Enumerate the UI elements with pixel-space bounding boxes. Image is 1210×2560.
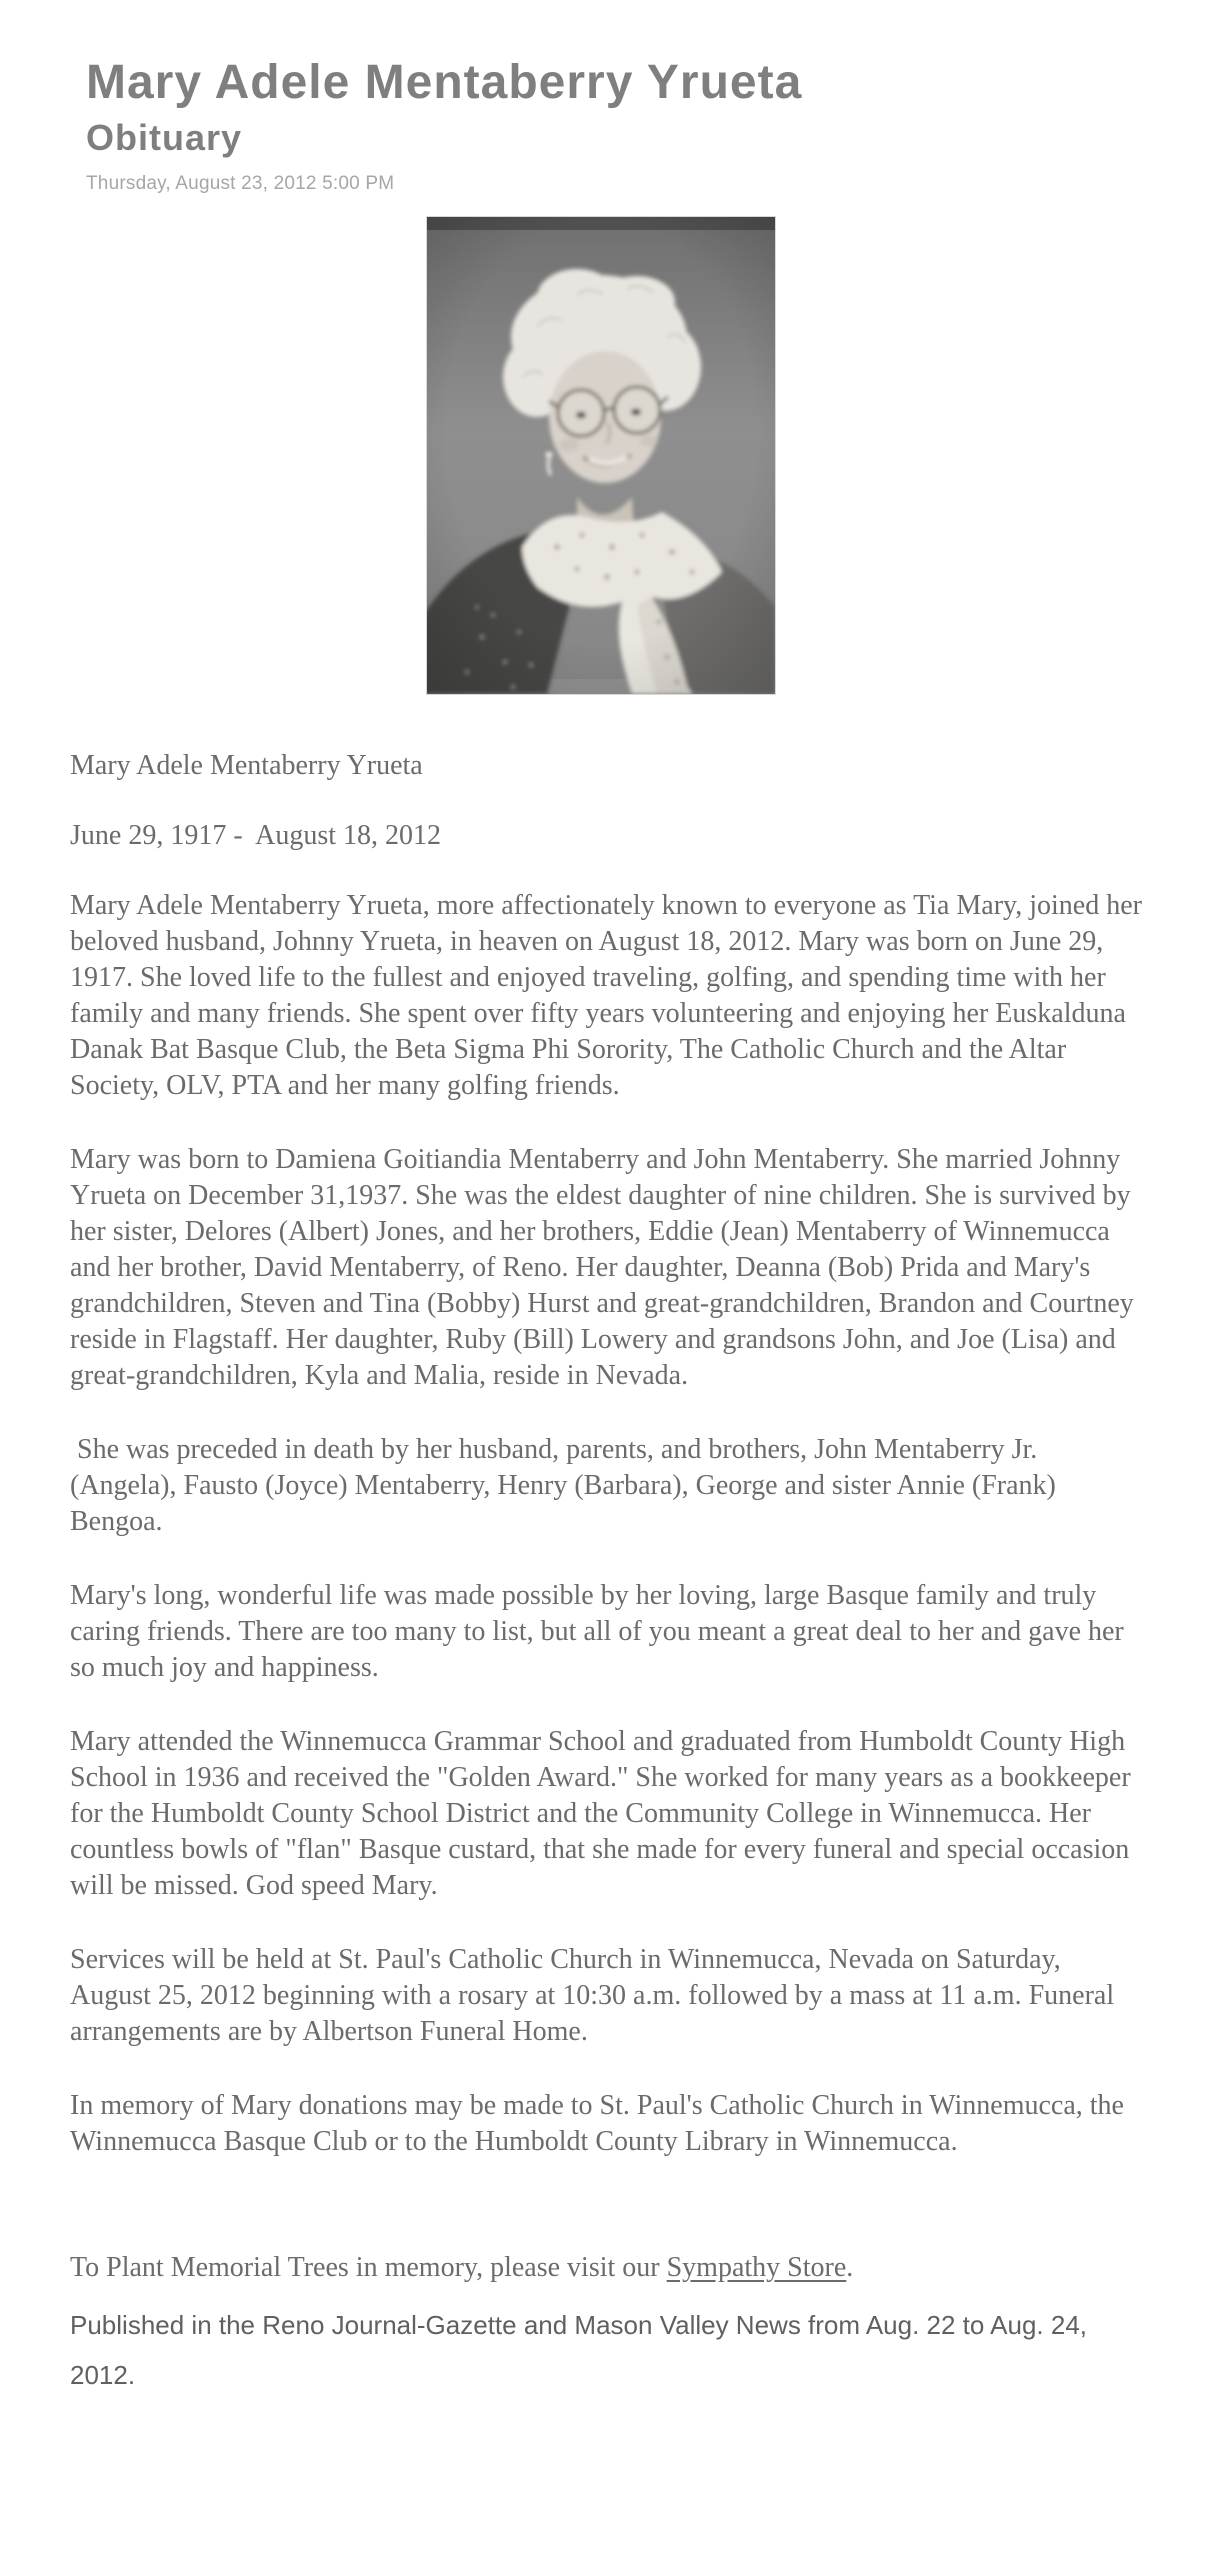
sympathy-store-link[interactable]: Sympathy Store [666,2252,847,2284]
obituary-header [0,0,1210,195]
obituary-paragraph-6: Services will be held at St. Paul's Catholic Church in Winnemucca, Nevada on Saturday, August 25, 2012 beginning with a rosary at 10:30 a.m. followed by a mass at 11 a.m. Funeral arrangements are by Albertson Funeral Home. [70,1944,1122,2048]
portrait-photo [427,217,775,694]
published-in-line: Published in the Reno Journal-Gazette and Mason Valley News from Aug. 22 to Aug. 24, 2012. [70,2310,1088,2391]
memorial-trees-line [70,2250,1146,2286]
page-title: Mary Adele Mentaberry Yrueta [86,56,803,109]
deceased-dates-line: June 29, 1917 - August 18, 2012 [70,820,441,852]
memorial-trees-period: . [846,2252,854,2284]
obituary-paragraph-5: Mary attended the Winnemucca Grammar School and graduated from Humboldt County High School in 1936 and received the "Golden Award." She worked for many years as a bookkeeper for the Humboldt County School District and the Community College in Winnemucca. Her countless bowls of "flan" Basque custard, that she made for every funeral and special occasion will be missed. God speed Mary. [70,1726,1138,1902]
obituary-body [0,694,1210,2160]
obituary-paragraph-1: Mary Adele Mentaberry Yrueta, more affectionately known to everyone as Tia Mary, joined her beloved husband, Johnny Yrueta, in heaven on August 18, 2012. Mary was born on June 29, 1917. She loved life to the fullest and enjoyed traveling, golfing, and spending time with her family and many friends. She spent over fifty years volunteering and enjoying her Euskalduna Danak Bat Basque Club, the Beta Sigma Phi Sorority, The Catholic Church and the Altar Society, OLV, PTA and her many golfing friends. [70,890,1149,1102]
obituary-paragraph-2: Mary was born to Damiena Goitiandia Mentaberry and John Mentaberry. She married Johnny Yrueta on December 31,1937. She was the eldest daughter of nine children. She is survived by her sister, Delores (Albert) Jones, and her brothers, Eddie (Jean) Mentaberry of Winnemucca and her brother, David Mentaberry, of Reno. Her daughter, Deanna (Bob) Prida and Mary's grandchildren, Steven and Tina (Bobby) Hurst and great-grandchildren, Brandon and Courtney reside in Flagstaff. Her daughter, Ruby (Bill) Lowery and grandsons John, and Joe (Lisa) and great-grandchildren, Kyla and Malia, reside in Nevada. [70,1144,1141,1392]
page-subtitle: Obituary [86,116,243,158]
portrait-photo-image [427,217,775,694]
deceased-name-line: Mary Adele Mentaberry Yrueta [70,750,423,782]
publication-timestamp: Thursday, August 23, 2012 5:00 PM [86,173,395,195]
obituary-paragraph-4: Mary's long, wonderful life was made possible by her loving, large Basque family and truly caring friends. There are too many to list, but all of you meant a great deal to her and gave her so much joy and happiness. [70,1580,1131,1684]
obituary-paragraph-7: In memory of Mary donations may be made to St. Paul's Catholic Church in Winnemucca, the Winnemucca Basque Club or to the Humboldt County Library in Winnemucca. [70,2090,1131,2158]
memorial-trees-text: To Plant Memorial Trees in memory, please visit our [70,2252,667,2284]
obituary-paragraph-3: She was preceded in death by her husband, parents, and brothers, John Mentaberry Jr. (Angela), Fausto (Joyce) Mentaberry, Henry (Barbara), George and sister Annie (Frank) Bengoa. [70,1434,1063,1538]
obituary-footer [0,2198,1210,2460]
